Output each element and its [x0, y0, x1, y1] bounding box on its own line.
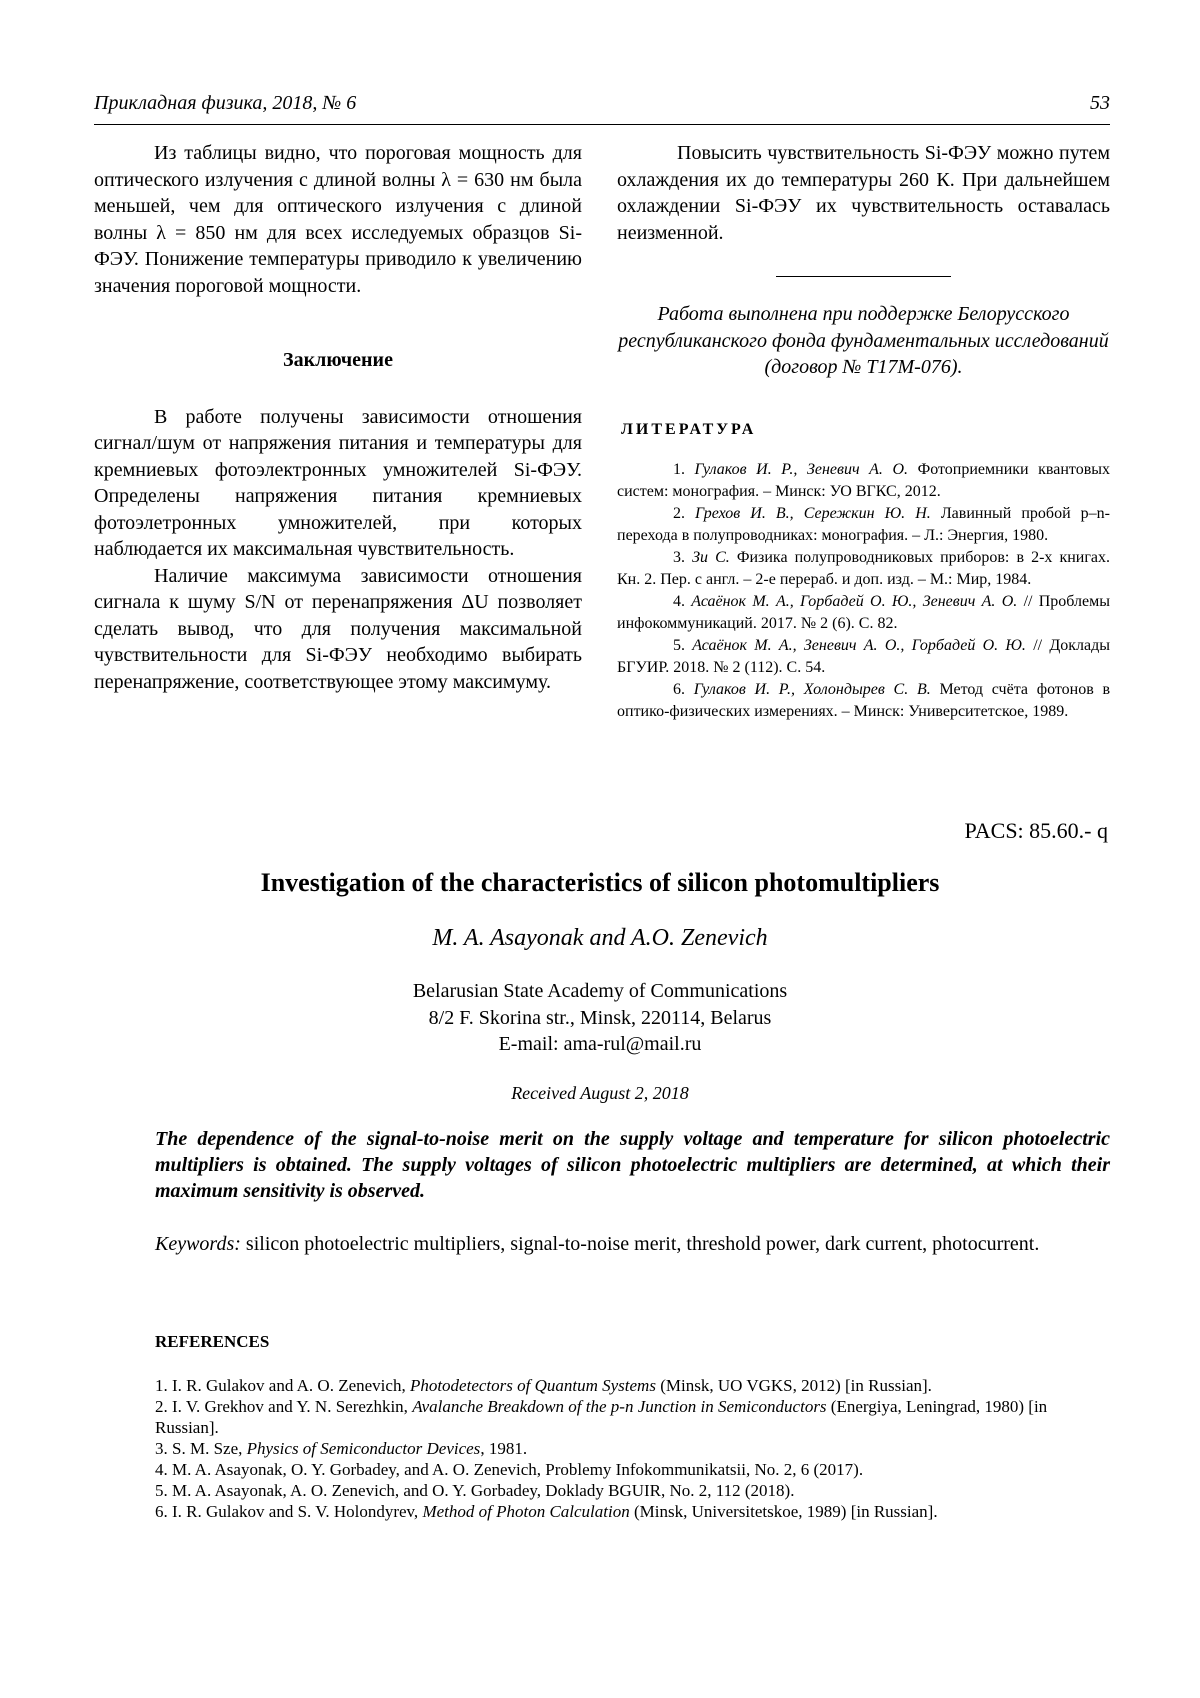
reference-item: 4. M. A. Asayonak, O. Y. Gorbadey, and A. O. Zenevich, Problemy Infokommunikatsii, No. 2, 6 (2017).: [155, 1459, 1110, 1480]
russian-reference-list: [617, 459, 1110, 723]
reference-item: 2. Грехов И. В., Сережкин Ю. Н. Лавинный пробой p–n-перехода в полупроводниках: монография. – Л.: Энергия, 1980.: [617, 503, 1110, 547]
references-heading: REFERENCES: [155, 1332, 269, 1352]
paragraph-conclusion-1: В работе получены зависимости отношения сигнал/шум от напряжения питания и температуры для кремниевых фотоэлектронных умножителей Si-ФЭУ. Определены напряжения питания кремниевых фотоэлетронных умножителей, при которых наблюдается их максимальная чувствительность.: [94, 404, 582, 563]
journal-name: Прикладная физика, 2018, № 6: [94, 92, 356, 114]
english-authors: M. A. Asayonak and A.O. Zenevich: [0, 925, 1200, 952]
reference-item: 5. Асаёнок М. А., Зеневич А. О., Горбадей О. Ю. // Доклады БГУИР. 2018. № 2 (112). С. 54.: [617, 635, 1110, 679]
acknowledgement: Работа выполнена при поддержке Белорусского республиканского фонда фундаментальных исследований (договор № Т17М-076).: [617, 301, 1110, 381]
affiliation-email: E-mail: ama-rul@mail.ru: [0, 1031, 1200, 1058]
literature-heading: ЛИТЕРАТУРА: [621, 417, 1110, 444]
reference-item: 4. Асаёнок М. А., Горбадей О. Ю., Зеневич А. О. // Проблемы инфокоммуникаций. 2017. № 2 (6). С. 82.: [617, 591, 1110, 635]
paragraph-cooling: Повысить чувствительность Si-ФЭУ можно путем охлаждения их до температуры 260 К. При дальнейшем охлаждении Si-ФЭУ их чувствительность оставалась неизменной.: [617, 140, 1110, 246]
english-abstract: The dependence of the signal-to-noise merit on the supply voltage and temperature for silicon photoelectric multipliers is obtained. The supply voltages of silicon photoelectric multipliers are determined, at which their maximum sensitivity is observed.: [155, 1126, 1110, 1204]
reference-item: 1. Гулаков И. Р., Зеневич А. О. Фотоприемники квантовых систем: монография. – Минск: УО ВГКС, 2012.: [617, 459, 1110, 503]
reference-item: 5. M. A. Asayonak, A. O. Zenevich, and O. Y. Gorbadey, Doklady BGUIR, No. 2, 112 (2018).: [155, 1480, 1110, 1501]
reference-item: 3. S. M. Sze, Physics of Semiconductor Devices, 1981.: [155, 1438, 1110, 1459]
affiliation-address: 8/2 F. Skorina str., Minsk, 220114, Belarus: [0, 1005, 1200, 1032]
page-number: 53: [1090, 92, 1110, 115]
reference-item: 6. Гулаков И. Р., Холондырев С. В. Метод счёта фотонов в оптико-физических измерениях. – Минск: Университетское, 1989.: [617, 679, 1110, 723]
english-title: Investigation of the characteristics of silicon photomultipliers: [0, 868, 1200, 898]
journal-page: [0, 0, 1200, 1698]
keywords: [155, 1231, 1110, 1257]
left-column: [94, 140, 582, 695]
affiliation: [0, 978, 1200, 1058]
reference-item: 2. I. V. Grekhov and Y. N. Serezhkin, Avalanche Breakdown of the p-n Junction in Semiconductors (Energiya, Leningrad, 1980) [in Russian].: [155, 1396, 1110, 1438]
paragraph-threshold-power: Из таблицы видно, что пороговая мощность для оптического излучения с длиной волны λ = 630 нм была меньшей, чем для оптического излучения с длиной волны λ = 850 нм для всех исследуемых образцов Si-ФЭУ. Понижение температуры приводило к увеличению значения пороговой мощности.: [94, 140, 582, 299]
keywords-label: Keywords:: [155, 1233, 241, 1255]
pacs-code: PACS: 85.60.- q: [965, 818, 1108, 844]
reference-item: 6. I. R. Gulakov and S. V. Holondyrev, Method of Photon Calculation (Minsk, Universitetskoe, 1989) [in Russian].: [155, 1501, 1110, 1522]
header-rule: [94, 124, 1110, 125]
reference-item: 3. Зи С. Физика полупроводниковых приборов: в 2-х книгах. Кн. 2. Пер. с англ. – 2-е перераб. и доп. изд. – М.: Мир, 1984.: [617, 547, 1110, 591]
received-date: Received August 2, 2018: [0, 1083, 1200, 1104]
keywords-text: silicon photoelectric multipliers, signal-to-noise merit, threshold power, dark current, photocurrent.: [246, 1233, 1039, 1255]
running-head: [94, 92, 1110, 115]
paragraph-conclusion-2: Наличие максимума зависимости отношения сигнала к шуму S/N от перенапряжения ΔU позволяет сделать вывод, что для получения максимальной чувствительности для Si-ФЭУ необходимо выбирать перенапряжение, соответствующее этому максимуму.: [94, 563, 582, 696]
affiliation-name: Belarusian State Academy of Communications: [0, 978, 1200, 1005]
separator-rule: [776, 276, 951, 277]
conclusion-heading: Заключение: [94, 347, 582, 374]
right-column: [617, 140, 1110, 723]
reference-item: 1. I. R. Gulakov and A. O. Zenevich, Photodetectors of Quantum Systems (Minsk, UO VGKS, 2012) [in Russian].: [155, 1375, 1110, 1396]
english-reference-list: [155, 1375, 1110, 1522]
